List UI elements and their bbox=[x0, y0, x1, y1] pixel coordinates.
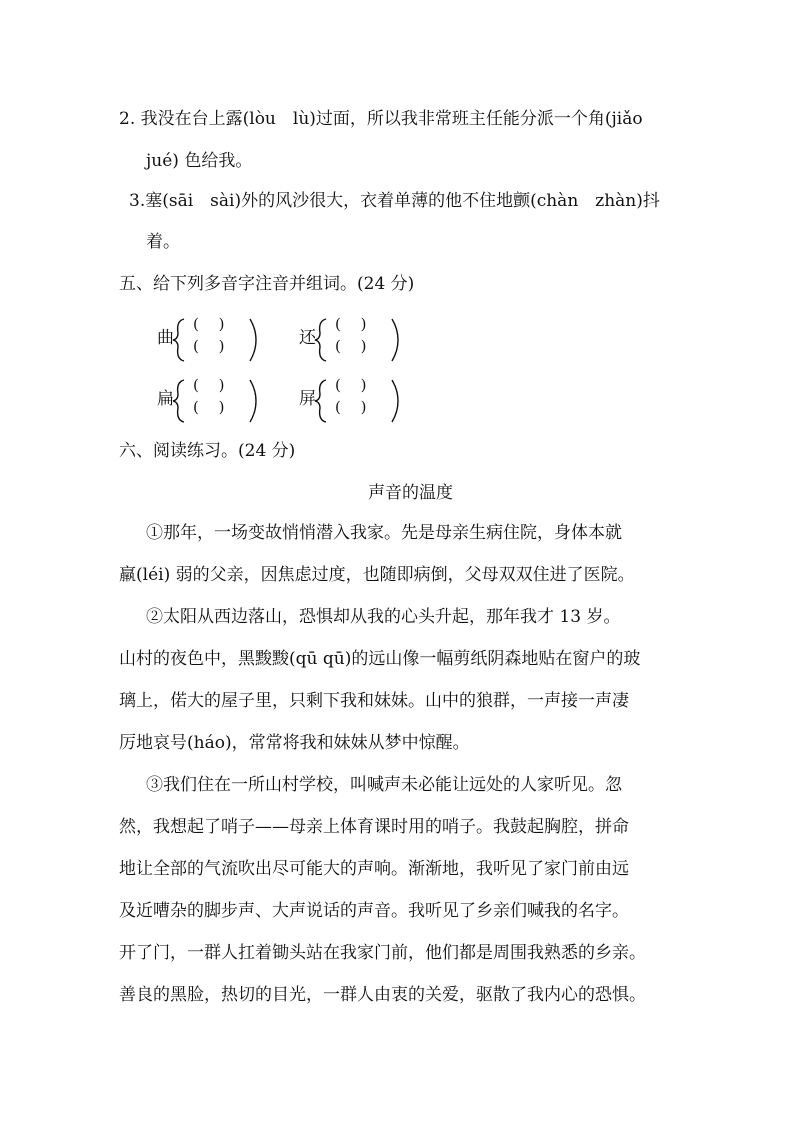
article-line: ②太阳从西边落山，恐惧却从我的心头升起，那年我才 13 岁。 bbox=[146, 607, 621, 627]
article-line: 璃上，偌大的屋子里，只剩下我和妹妹。山中的狼群，一声接一声凄 bbox=[119, 691, 629, 711]
polyphone-group-bian bbox=[157, 376, 287, 426]
question-3-line-2: 着。 bbox=[146, 232, 180, 252]
question-2-line-1: 2. 我没在台上露(lòu lù)过面，所以我非常班主任能分派一个角(jiǎo bbox=[119, 109, 643, 129]
article-line: 厉地哀号(háo)，常常将我和妹妹从梦中惊醒。 bbox=[119, 733, 470, 753]
question-3-line-1: 3.塞(sāi sài)外的风沙很大，衣着单薄的他不住地颤(chàn zhàn)抖 bbox=[129, 191, 660, 211]
pinyin-blank-bottom[interactable]: ( ) bbox=[335, 337, 367, 355]
article-title: 声音的温度 bbox=[368, 483, 453, 503]
article-line: ③我们住在一所山村学校，叫喊声未必能让远处的人家听见。忽 bbox=[146, 775, 622, 795]
pinyin-blank-bottom[interactable]: ( ) bbox=[335, 398, 367, 416]
article-line: 羸(léi) 弱的父亲，因焦虑过度，也随即病倒，父母双双住进了医院。 bbox=[119, 565, 635, 585]
pinyin-blank-bottom[interactable]: ( ) bbox=[193, 337, 225, 355]
polyphone-char: 扁 bbox=[157, 389, 174, 409]
article-line: 及近嘈杂的脚步声、大声说话的声音。我听见了乡亲们喊我的名字。 bbox=[119, 901, 629, 921]
pinyin-blank-bottom[interactable]: ( ) bbox=[193, 398, 225, 416]
pinyin-blank-top[interactable]: ( ) bbox=[193, 376, 225, 394]
question-2-line-2: jué) 色给我。 bbox=[146, 151, 253, 171]
article-line: 然，我想起了哨子——母亲上体育课时用的哨子。我鼓起胸腔，拼命 bbox=[119, 817, 629, 837]
pinyin-blank-top[interactable]: ( ) bbox=[193, 315, 225, 333]
article-line: 地让全部的气流吹出尽可能大的声响。渐渐地，我听见了家门前由远 bbox=[119, 859, 629, 879]
pinyin-blank-top[interactable]: ( ) bbox=[335, 376, 367, 394]
polyphone-group-ping bbox=[299, 376, 429, 426]
polyphone-char: 屏 bbox=[299, 389, 316, 409]
section-6-heading: 六、阅读练习。(24 分) bbox=[119, 441, 296, 461]
article-line: 开了门，一群人扛着锄头站在我家门前，他们都是周围我熟悉的乡亲。 bbox=[119, 943, 646, 963]
article-line: 山村的夜色中，黑黢黢(qū qū)的远山像一幅剪纸阴森地贴在窗户的玻 bbox=[119, 649, 641, 669]
polyphone-group-qu bbox=[157, 315, 287, 365]
pinyin-blank-top[interactable]: ( ) bbox=[335, 315, 367, 333]
polyphone-char: 曲 bbox=[157, 328, 174, 348]
polyphone-char: 还 bbox=[299, 328, 316, 348]
article-line: ①那年，一场变故悄悄潜入我家。先是母亲生病住院，身体本就 bbox=[146, 523, 622, 543]
polyphone-group-huan bbox=[299, 315, 429, 365]
section-5-heading: 五、给下列多音字注音并组词。(24 分) bbox=[119, 274, 415, 294]
article-line: 善良的黑脸，热切的目光，一群人由衷的关爱，驱散了我内心的恐惧。 bbox=[119, 985, 646, 1005]
